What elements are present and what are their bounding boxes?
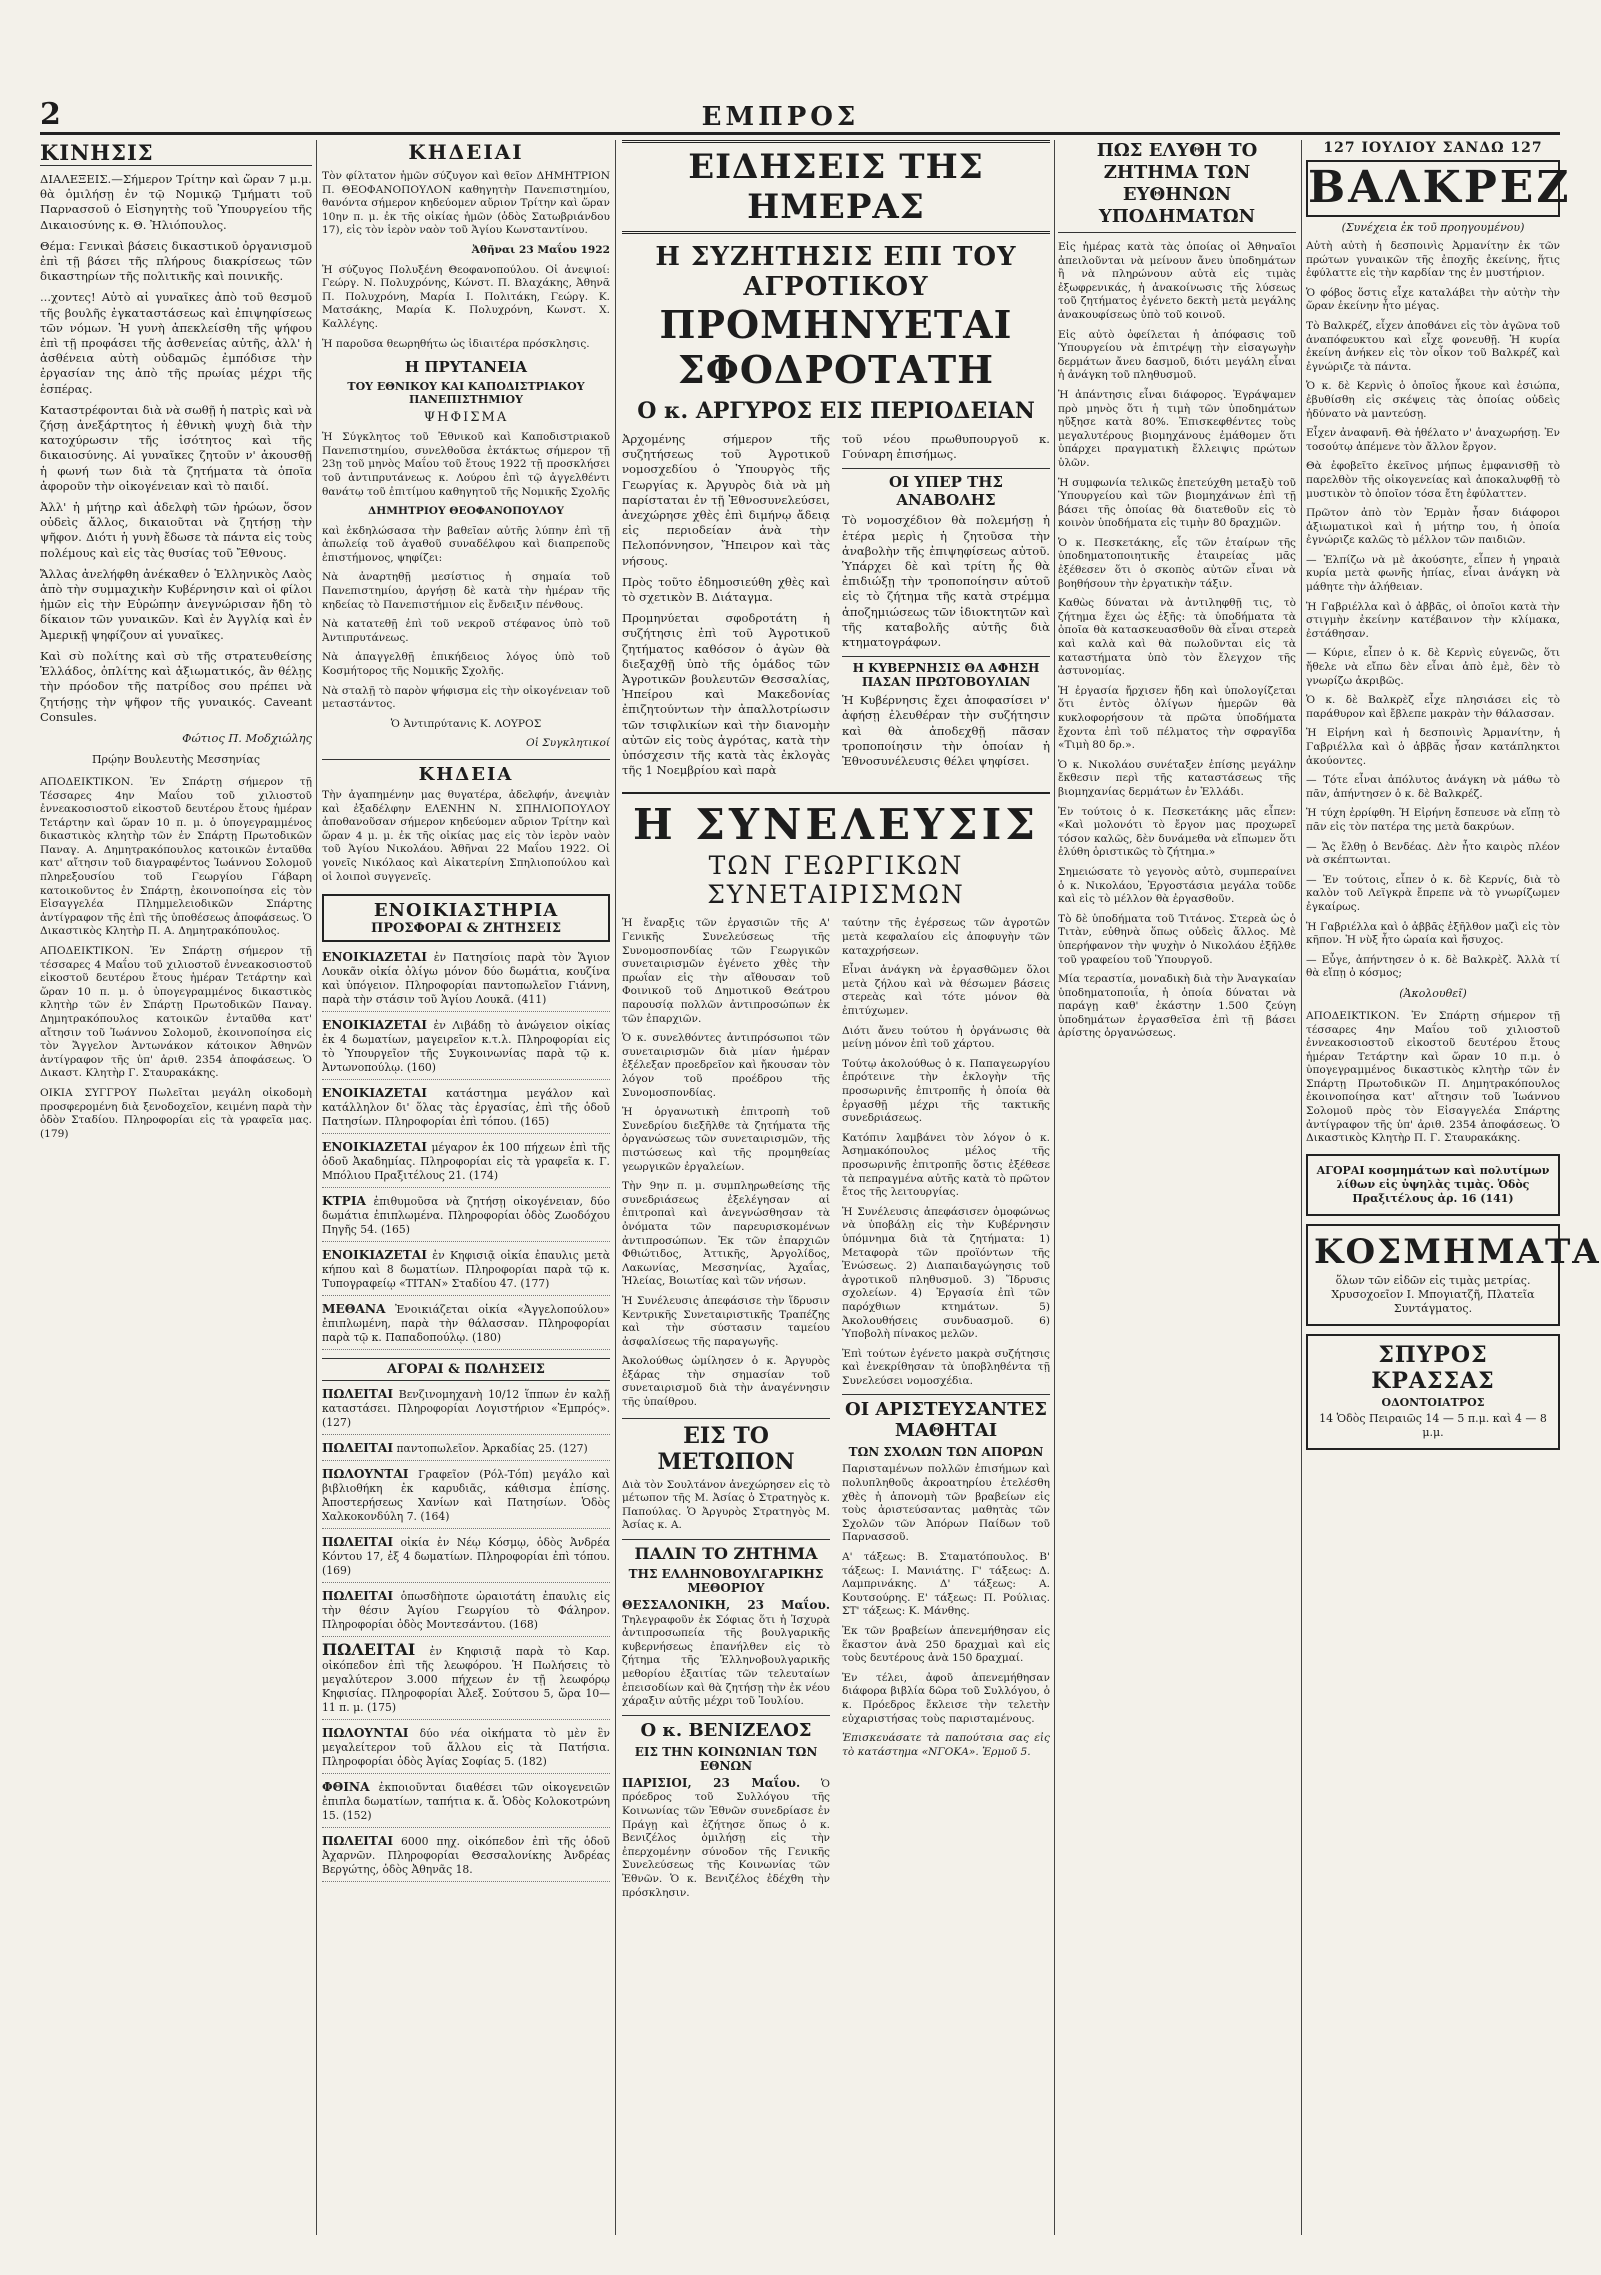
article-paragraph: ΘΕΣΣΑΛΟΝΙΚΗ, 23 Μαΐου. Τηλεγραφοῦν ἐκ Σόφιας ὅτι ἡ Ἰσχυρὰ ἀντιπροσωπεία τῆς βουλγαρικῆς κυβερνήσεως ἐπανήλθεν εἰς τὸ ζήτημα τῆς Ἑλληνοβουλγαρικῆς μεθορίου ἐξαιτίας τῶν τελευταίων ἐπεισοδίων καὶ θὰ ζητήσῃ τὴν ἐκ νέου χάραξιν αὐτῆς μέχρι τοῦ Ἰουλίου. [622, 1598, 830, 1708]
classifieds-title: ΕΝΟΙΚΙΑΣΤΗΡΙΑ [373, 900, 559, 922]
headline-metopon: ΕΙΣ ΤΟ ΜΕΤΩΠΟΝ [622, 1418, 830, 1475]
prytaneia-paragraph: Νὰ σταλῇ τὸ παρὸν ψήφισμα εἰς τὴν οἰκογένειαν τοῦ μεταστάντος. [322, 684, 610, 711]
headline-ypodimata: ΠΩΣ ΕΛΥΘΗ ΤΟ ΖΗΤΗΜΑ ΤΩΝ ΕΥΘΗΝΩΝ ΥΠΟΔΗΜΑΤΩΝ [1058, 140, 1296, 233]
serial-paragraph: — Τότε εἶναι ἀπόλυτος ἀνάγκη νὰ μάθω τὸ πᾶν, ἀπήντησεν ὁ κ. δὲ Βαλκρέζ. [1306, 774, 1560, 800]
article-paragraph: Σημειώσατε τὸ γεγονὸς αὐτὸ, συμπεραίνει ὁ κ. Νικολάου, Ἐργοστάσια μεγάλα τοῦδε καὶ εἰς τὸ μέλλον θὰ ἐργασθοῦν. [1058, 865, 1296, 906]
headline-aristeusantes: ΟΙ ΑΡΙΣΤΕΥΣΑΝΤΕΣ ΜΑΘΗΤΑΙ [842, 1394, 1050, 1441]
sale-ad: ΦΘΙΝΑ ἐκποιοῦνται διαθέσει τῶν οἰκογενειῶν ἐπιπλα δωματίων, ταπήτια κ. ἄ. Ὁδὸς Κολοκοτρώνη 15. (152) [322, 1780, 610, 1828]
serial-paragraph: — Εὖγε, ἀπήντησεν ὁ κ. δὲ Βαλκρὲζ. Ἀλλὰ τί θὰ εἴπῃ ὁ κόσμος; [1306, 953, 1560, 980]
sale-ad: ΠΩΛΕΙΤΑΙ ὁπωσδὴποτε ὡραιοτάτη ἐπαυλις εἰς τὴν θέσιν Ἁγίου Γεωργίου τὸ Φάληρον. Πληροφορίαι ὁδὸς Μοντεσάντου. (168) [322, 1589, 610, 1637]
serial-paragraph: Ἡ Εἰρήνη καὶ ἡ δεσποινὶς Ἀρμανίτην, ἡ Γαβριέλλα καὶ ὁ ἀββᾶς ἦσαν κατάπληκτοι ἀκούοντες. [1306, 727, 1560, 767]
dentist-name: ΣΠΥΡΟΣ ΚΡΑΣΣΑΣ [1371, 1341, 1495, 1394]
article-paragraph: Εἶναι ἀνάγκη νὰ ἐργασθῶμεν ὅλοι μετὰ ζήλου καὶ νὰ θέσωμεν βάσεις στερεὰς καὶ τότε μόνον θὰ ἐπιτύχωμεν. [842, 964, 1050, 1018]
page-number: 2 [40, 97, 61, 132]
section-heading-kinisis: ΚΙΝΗΣΙΣ [40, 140, 312, 166]
funeral-notice-2: Τὴν ἀγαπημένην μας θυγατέρα, ἀδελφήν, ἀνεψιὰν καὶ ἐξαδέλφην ΕΛΕΝΗΝ Ν. ΣΠΗΛΙΟΠΟΥΛΟΥ ἀποθανοῦσαν σήμερον κηδεύομεν αὔριον Τρίτην καὶ ὥραν 4 μ. μ. ἐκ τῆς οἰκίας μας εἰς τὸν ἱερὸν ναὸν τοῦ Ἁγίου Νικολάου. Ἀθῆναι 22 Μαΐου 1922. Οἱ γονεῖς Νικόλαος καὶ Αἰκατερίνη Σπηλιοπούλου καὶ οἱ λοιποὶ συγγενεῖς. [322, 789, 610, 883]
article-paragraph: Ἐν τέλει, ἀφοῦ ἀπενεμήθησαν διάφορα βιβλία δῶρα τοῦ Συλλόγου, ὁ κ. Πρόεδρος ἔκλεισε τὴν τελετὴν εὐχαριστήσας τοὺς παρισταμένους. [842, 1671, 1050, 1725]
serial-title: ΒΑΛΚΡΕΖ [1306, 160, 1560, 217]
article-paragraph: Πρὸς τοῦτο ἐδημοσιεύθη χθὲς καὶ τὸ σχετικὸν Β. Διάταγμα. [622, 574, 830, 605]
classifieds-banner [322, 894, 610, 942]
article-paragraph: Ἡ ἀπάντησις εἶναι διάφορος. Ἐγράψαμεν πρὸ μηνὸς ὅτι ἡ τιμὴ τῶν ὑποδημάτων ηὔξησε κατὰ 80%. Ἐπισκεφθέντες τοὺς μεγαλυτέρους βιομηχάνους ἐμάθομεν ὅτι ὑπάρχει πραγματικὴ ἔλλειψις πρώτων ὑλῶν. [1058, 388, 1296, 469]
column-ypodimata [1058, 140, 1296, 2235]
article-paragraph: Ἄλλας ἀνελήφθη ἀνέκαθεν ὁ Ἑλληνικὸς Λαὸς ἀπὸ τὴν συμμαχικὴν Κυβέρνησιν καὶ οἱ φίλοι ἡμῶν εἰς τὴν Εὐρώπην ἀνεγνώρισαν ἤδη τὸ δίκαιον τῶν γυναικῶν. Καὶ ἐν Ἀγγλίᾳ καὶ ἐν Ἀμερικῇ ψηφίζουν αἱ γυναῖκες. [40, 566, 312, 642]
serial-paragraph: Πρῶτον ἀπὸ τὸν Ἐρμὰν ἦσαν διάφοροι ἀξιωματικοὶ καὶ ἡ μήτηρ του, ἡ ὁποία ἐγνώριζε καλῶς τὸ μέλλον τῶν παιδιῶν. [1306, 507, 1560, 547]
headline-methoriou: ΤΗΣ ΕΛΛΗΝΟΒΟΥΛΓΑΡΙΚΗΣ ΜΕΘΟΡΙΟΥ [628, 1567, 824, 1596]
psifisma-heading: ΨΗΦΙΣΜΑ [423, 410, 509, 426]
serial-paragraph: — Ἐν τούτοις, εἶπεν ὁ κ. δὲ Κερνίς, διὰ τὸ καλὸν τοῦ Λεϊγκρὰ ἔπρεπε νὰ τὸ γνωρίζωμεν ἐγκαίρως. [1306, 873, 1560, 913]
subheading-kyvernisi: Η ΚΥΒΕΡΝΗΣΙΣ ΘΑ ΑΦΗΣΗ ΠΑΣΑΝ ΠΡΩΤΟΒΟΥΛΙΑΝ [842, 656, 1050, 689]
article-paragraph: ταύτην τῆς ἐγέρσεως τῶν ἀγροτῶν μετὰ κεφαλαίου εἰς ἀποφυγὴν τῶν καταχρήσεων. [842, 917, 1050, 957]
serial-paragraph: Ἡ τύχη ἐρρίφθη. Ἡ Εἰρήνη ἔσπευσε νὰ εἴπῃ τὸ πᾶν εἰς τὸν πατέρα της μετὰ δακρύων. [1306, 807, 1560, 833]
legal-notice: ΑΠΟΔΕΙΚΤΙΚΟΝ. Ἐν Σπάρτῃ σήμερον τῇ τέσσαρες 4ην Μαΐου τοῦ χιλιοστοῦ ἐννεακοσιοστοῦ εἰκοστοῦ δευτέρου ἔτους ἡμέραν Τετάρτην καὶ ὥραν 10 π.μ. ὁ ὑπογεγραμμένος δικαστικὸς κλητὴρ τῶν ἐν Σπάρτῃ Πρωτοδικῶν Π. Δημητρακόπουλος ἐκοινοποίησα κατ' αἴτησιν τοῦ Ἰωάννου Σολομοῦ πρὸς τὸν Εἰσαγγελέα Σπάρτης ἀντίγραφον τῆς ὑπ' ἀριθ. 2354 ἀποφάσεως. Ὁ Δικαστικὸς Κλητὴρ Π. Γ. Σταυρακάκης. [1306, 1009, 1560, 1145]
article-paragraph: τοῦ νέου πρωθυπουργοῦ κ. Γούναρη ἐπισήμως. [842, 432, 1050, 462]
rent-ad: ΕΝΟΙΚΙΑΖΕΤΑΙ ἐν Λιβάδῃ τὸ ἀνώγειον οἰκίας ἐκ 4 δωματίων, μαγειρεῖον κ.τ.λ. Πληροφορίαι εἰς τὸ Ὑπουργεῖον τῆς Συγκοινωνίας παρὰ τῷ κ. Ἀντωνοπούλῳ. (160) [322, 1018, 610, 1080]
legal-notice: ΑΠΟΔΕΙΚΤΙΚΟΝ. Ἐν Σπάρτῃ σήμερον τῇ Τέσσαρες 4ην Μαΐου τοῦ χιλιοστοῦ ἐννεακοσιοστοῦ εἰκοστοῦ δευτέρου ἔτους ἡμέραν Τετάρτην καὶ ὥραν 10 π. μ. ὁ ὑπογεγραμμένος δικαστικὸς κλητὴρ τῶν ἐν Σπάρτῃ Πρωτοδικῶν Παναγ. Α. Δημητρακόπουλος κατοικῶν ἐνταῦθα κατ' αἴτησιν τοῦ διαγραφέντος Ἰωάννου Σολομοῦ πληρεξουσίου τοῦ Γεωργίου Γάβαρη κατοικοῦντος ἐν Σπάρτῃ, ἐκοινοποίησα εἰς τὸν Εἰσαγγελέα Πλημμελειοδικῶν Σπάρτης ἀντίγραφον τῆς ἐπὶ τῆς ὑποθέσεως ἀποφάσεως. Ὁ Δικαστικὸς Κλητὴρ Π. Α. Δημητρακόπουλος. [40, 775, 312, 938]
headline-synelefsis: Η ΣΥΝΕΛΕΥΣΙΣ [622, 792, 1050, 849]
article-paragraph: Α' τάξεως: Β. Σταματόπουλος. Β' τάξεως: Ι. Μανιάτης. Γ' τάξεως: Δ. Λαμπρινάκης. Δ' τάξεως: Α. Κουτσούρης. Ε' τάξεως: Π. Ρούλιας. ΣΤ' τάξεως: Κ. Μάνθης. [842, 1551, 1050, 1618]
sale-ad: ΠΩΛΟΥΝΤΑΙ δύο νέα οἰκήματα τὸ μὲν ἓν μεγαλείτερον τοῦ ἄλλου εἰς τὰ Πατήσια. Πληροφορίαι ὁδὸς Ἀγίας Σοφίας 5. (182) [322, 1726, 610, 1774]
column-rule [316, 140, 317, 2235]
rent-ad: ΕΝΟΙΚΙΑΖΕΤΑΙ ἐν Κηφισιᾷ οἰκία ἐπαυλις μετὰ κήπου καὶ 8 δωματίων. Πληροφορίαι παρὰ τῷ κ. Τυπογραφείῳ «ΤΙΤΑΝ» Σταδίου 47. (177) [322, 1248, 610, 1296]
dentist-title: ΟΔΟΝΤΟΙΑΤΡΟΣ [1381, 1395, 1485, 1409]
sale-ad: ΠΩΛΕΙΤΑΙ Βενζινομηχανὴ 10/12 ἵππων ἐν καλῇ καταστάσει. Πληροφορίαι Λογιστήριον «Ἐμπρός». (127) [322, 1387, 610, 1435]
article-paragraph: Ἡ ἐργασία ἤρχισεν ἤδη καὶ ὑπολογίζεται ὅτι ἐντὸς ὀλίγων ἡμερῶν θὰ κυκλοφορήσουν τὰ πρῶτα ὑποδήματα ἔχοντα ἐπὶ τοῦ πέλματος τὴν σφραγῖδα «Τιμὴ 80 δρ.». [1058, 684, 1296, 752]
rent-ad: ΕΝΟΙΚΙΑΖΕΤΑΙ ἐν Πατησίοις παρὰ τὸν Ἅγιον Λουκᾶν οἰκία ὀλίγω μόνον δύο δωμάτια, κουζίνα καὶ ὑπόγειον. Πληροφορίαι παντοπωλεῖον Γιάννη, παρὰ τὴν στάσιν τοῦ Ἁγίου Λουκᾶ. (411) [322, 950, 610, 1012]
article-paragraph: Εἰς αὐτὸ ὀφείλεται ἡ ἀπόφασις τοῦ Ὑπουργείου νὰ ἐπιτρέψῃ τὴν εἰσαγωγὴν δερμάτων ἄνευ δασμοῦ, διότι μεγάλη εἶναι ἡ ἀνάγκη τοῦ πληθυσμοῦ. [1058, 328, 1296, 382]
sale-ad: ΠΩΛΟΥΝΤΑΙ Γραφεῖον (Ρόλ-Τόπ) μεγάλο καὶ βιβλιοθήκη ἐκ καρυδιᾶς, κάθισμα ἐπίσης. Ἀποστερήσεως Χανίων καὶ Πατησίων. Ὁδὸς Χαλκοκονδύλη 7. (164) [322, 1467, 610, 1529]
jewelry-ad-title: ΚΟΣΜΗΜΑΤΑ [1314, 1231, 1601, 1272]
serial-paragraph: Ὁ κ. δὲ Κερνὶς ὁ ὁποῖος ἦκουε καὶ ἐσιώπα, ἐβυθίσθη εἰς σκέψεις τὰς ὁποίας οὐδεὶς ἠδύνατο νὰ μαντεύσῃ. [1306, 380, 1560, 420]
article-paragraph: Τὸ δὲ ὑποδήματα τοῦ Τιτάνος. Στερεὰ ὡς ὁ Τιτὰν, εὐθηνὰ ὅπως οὐδεὶς ἄλλος. Μὲ ὑπερήφανον τὴν ψυχὴν ὁ Νικολάου ἐξῆλθε τοῦ γραφείου τοῦ Ὑπουργοῦ. [1058, 912, 1296, 966]
rent-ad: ΕΝΟΙΚΙΑΖΕΤΑΙ κατάστημα μεγάλον καὶ κατάλληλον δι' ὅλας τὰς ἐργασίας, ἐπὶ τῆς ὁδοῦ Πατησίων. Πληροφορίαι ἐπὶ τόπου. (165) [322, 1086, 610, 1134]
article-paragraph: Ὁ κ. Πεσκετάκης, εἷς τῶν ἑταίρων τῆς ὑποδηματοποιητικῆς ἑταιρείας μᾶς ἐξέθεσεν ὅτι ὁ σκοπὸς αὐτῶν εἶναι νὰ βοηθήσουν τὴν ἐργατικὴν τάξιν. [1058, 536, 1296, 590]
section-heading-kidia: ΚΗΔΕΙΑΙ [408, 140, 524, 164]
article-paragraph: Διότι ἄνευ τούτου ἡ ὀργάνωσις θὰ μείνῃ μόνον ἐπὶ τοῦ χάρτου. [842, 1024, 1050, 1051]
article-paragraph: Προμηνύεται σφοδροτάτη ἡ συζήτησις ἐπὶ τοῦ Ἀγροτικοῦ ζητήματος καθόσον ὁ ἀγὼν θὰ διεξαχθῇ ὑπὸ τῆς ὁμάδος τῶν Ἀγροτικῶν βουλευτῶν Θεσσαλίας, Ἠπείρου καὶ Μακεδονίας ἐπιζητούντων τὴν ἀπαλλοτρίωσιν τῶν τσιφλικίων καὶ τὴν διανομὴν αὐτῶν εἰς τοὺς ἀγρότας, κατὰ τὴν ὑπόσχεσιν τῆς κατὰ τὰς ἐκλογὰς τῆς 1 Νοεμβρίου καὶ παρὰ [622, 611, 830, 778]
serial-paragraph: Αὐτὴ αὐτὴ ἡ δεσποινὶς Ἀρμανίτην ἐκ τῶν πρώτων γυναικῶν τῆς ἐποχῆς ἐκείνης, ἥτις ἐφύλαττε εἰς τὴν καρδίαν της ἐν μυστήριον. [1306, 240, 1560, 280]
prytaneia-paragraph: Ἡ Σύγκλητος τοῦ Ἐθνικοῦ καὶ Καποδιστριακοῦ Πανεπιστημίου, συνελθοῦσα ἐκτάκτως σήμερον τῇ 23ῃ τοῦ μηνὸς Μαΐου τοῦ ἔτους 1922 τῇ προσκλήσει τοῦ ἀντιπρυτάνεως κ. Λούρου ἐπὶ τῷ ἀγγελθέντι θανάτῳ τοῦ ἐπιτίμου καθηγητοῦ τῆς Νομικῆς Σχολῆς [322, 431, 610, 498]
sale-ad: ΠΩΛΕΙΤΑΙ ἐν Κηφισιᾷ παρὰ τὸ Καρ. οἰκόπεδον ἐπὶ τῆς λεωφόρου. Ἡ Πωλήσεις τὸ μεγαλύτερον 3.000 πήχεων ἐν τῇ λεωφόρῳ Κηφισίας. Πληροφορίαι Ἀλεξ. Σούτσου 5, ὥρα 10—11 π. μ. (175) [322, 1643, 610, 1720]
newspaper-name: ΕΜΠΡΟΣ [701, 102, 860, 132]
headline-synetairismon: ΤΩΝ ΓΕΩΡΓΙΚΩΝ ΣΥΝΕΤΑΙΡΙΣΜΩΝ [707, 851, 965, 910]
classifieds-subtitle: ΠΡΟΣΦΟΡΑΙ & ΖΗΤΗΣΕΙΣ [370, 921, 562, 937]
rent-ad: ΚΤΡΙΑ ἐπιθυμοῦσα νὰ ζητήσῃ οἰκογένειαν, δύο δωμάτια ἐπιπλωμένα. Πληροφορίαι ὁδὸς Ζωοδόχου Πηγῆς 54. (165) [322, 1194, 610, 1242]
article-paragraph: Ἡ Κυβέρνησις ἔχει ἀποφασίσει ν' ἀφήσῃ ἐλευθέραν τὴν συζήτησιν καὶ θὰ ἀποδεχθῇ πᾶσαν τροποποίησιν τὴν ὁποίαν ἡ Ἐθνοσυνέλευσις θέλει ψηφίσει. [842, 693, 1050, 769]
article-paragraph: Διὰ τὸν Σουλτάνον ἀνεχώρησεν εἰς τὸ μέτωπον τῆς Μ. Ἀσίας ὁ Στρατηγὸς κ. Παπούλας. Ὁ Ἀργυρὸς Στρατηγὸς Μ. Ἀσίας κ. Α. [622, 1478, 830, 1532]
article-paragraph: Ἡ ἔναρξις τῶν ἐργασιῶν τῆς Α' Γενικῆς Συνελεύσεως τῆς Συνομοσπονδίας τῶν Γεωργικῶν συνεταιρισμῶν ἐγένετο χθὲς τὴν πρωΐαν εἰς τὴν αἴθουσαν τοῦ Φοινικοῦ τοῦ Δημοτικοῦ Θεάτρου παρουσίᾳ πολλῶν ἀντιπροσώπων ἐκ τῶν ἐπαρχιῶν. [622, 917, 830, 1025]
subheading-anavoli: ΟΙ ΥΠΕΡ ΤΗΣ ΑΝΑΒΟΛΗΣ [842, 468, 1050, 509]
article-paragraph: Ὁ κ. Νικολάου συνέταξεν ἐπίσης μεγάλην ἔκθεσιν περὶ τῆς καταστάσεως τῆς βιομηχανίας δερμάτων ἐν Ἑλλάδι. [1058, 758, 1296, 798]
column-rule [1054, 140, 1055, 2235]
article-paragraph: ΔΙΑΛΕΞΕΙΣ.—Σήμερον Τρίτην καὶ ὥραν 7 μ.μ. θὰ ὁμιλήσῃ ἐν τῷ Νομικῷ Τμήματι τοῦ Παρνασσοῦ ὁ Εἰσηγητὴς τοῦ Ὑπουργείου τῆς Δικαιοσύνης κ. Θ. Ἠλιόπουλος. [40, 172, 312, 232]
serial-paragraph: Ἡ Γαβριέλλα καὶ ὁ ἀββᾶς, οἱ ὁποῖοι κατὰ τὴν στιγμὴν ἐκείνην κατέβαινον τὴν κλίμακα, ἐστάθησαν. [1306, 600, 1560, 640]
funeral-note: Ἡ παροῦσα θεωρηθήτω ὡς ἰδιαιτέρα πρόσκλησις. [322, 337, 590, 350]
serial-paragraph: Τὸ Βαλκρέζ, εἶχεν ἀποθάνει εἰς τὸν ἀγῶνα τοῦ ἀναπόφευκτου καὶ εἶχε φονευθῇ. Ἡ κυρία ἐκείνη ἀνήκεν εἰς τὸν οἶκον τοῦ Βαλκρέζ καὶ ἐγνώριζε τὰ πάντα. [1306, 319, 1560, 373]
serial-next: (Ἀκολουθεῖ) [1399, 986, 1467, 1000]
column-kidia [322, 140, 610, 2235]
serial-continuation: (Συνέχεια ἐκ τοῦ προηγουμένου) [1341, 221, 1525, 234]
headline-agrotiko: Η ΣΥΖΗΤΗΣΙΣ ΕΠΙ ΤΟΥ ΑΓΡΟΤΙΚΟΥ [655, 242, 1017, 302]
jewelry-ad-text: ὅλων τῶν εἰδῶν εἰς τιμὰς μετρίας. Χρυσοχοεῖον Ι. Μπογιατζῆ, Πλατεῖα Συντάγματος. [1331, 1273, 1535, 1315]
article-paragraph: Ἡ Συνέλευσις ἀπεφάσισε τὴν ἵδρυσιν Κεντρικῆς Συνεταιριστικῆς Τραπέζης καὶ τὴν σύστασιν ταμείου ἀσφαλίσεως τῆς παραγωγῆς. [622, 1294, 830, 1348]
article-paragraph: Καταστρέφονται διὰ νὰ σωθῇ ἡ πατρὶς καὶ νὰ ζήσῃ ἀνεξάρτητος ἡ ἐθνικὴ ψυχὴ διὰ τὴν κατοχύρωσιν τῆς ἰσότητος καὶ τῆς δικαιοσύνης. Αἱ γυναῖκες ζητοῦν ν' ἀκουσθῇ ἡ φωνή των διὰ τὰ ζητήματα τὰ ὁποῖα ἀφοροῦν τὴν οἰκογένειαν καὶ τὸ παιδί. [40, 402, 312, 493]
article-paragraph: Ἐν τούτοις ὁ κ. Πεσκετάκης μᾶς εἶπεν: «Καὶ μολονότι τὸ ἔργον μας προχωρεῖ τόσον καλῶς, δὲν δυνάμεθα νὰ εἴπωμεν ὅτι ἐλύθη ὁριστικῶς τὸ ζήτημα.» [1058, 805, 1296, 859]
sale-heading: ΑΓΟΡΑΙ & ΠΩΛΗΣΕΙΣ [322, 1358, 610, 1381]
article-paragraph: Παρισταμένων πολλῶν ἐπισήμων καὶ πολυπληθοῦς ἀκροατηρίου ἐτελέσθη χθὲς ἡ ἀπονομὴ τῶν βραβείων εἰς τοὺς ἀριστεύσαντας μαθητὰς τῶν Σχολῶν τῶν Ἀπόρων Παίδων τοῦ Παρνασσοῦ. [842, 1463, 1050, 1544]
section-heading-kidia-2: ΚΗΔΕΙΑ [322, 759, 610, 785]
column-kinisis [40, 140, 312, 2235]
serial-paragraph: Ὁ κ. δὲ Βαλκρὲζ εἶχε πλησιάσει εἰς τὸ παράθυρον καὶ ἔβλεπε μακρὰν τὴν θάλασσαν. [1306, 694, 1560, 720]
synklitikoi: Οἱ Συγκλητικοί [526, 737, 610, 750]
sale-ad: ΠΩΛΕΙΤΑΙ παντοπωλεῖον. Ἀρκαδίας 25. (127) [322, 1441, 610, 1461]
headline-venizelos: Ο κ. ΒΕΝΙΖΕΛΟΣ [622, 1715, 830, 1741]
prytaneia-subheading: ΤΟΥ ΕΘΝΙΚΟΥ ΚΑΙ ΚΑΠΟΔΙΣΤΡΙΑΚΟΥ ΠΑΝΕΠΙΣΤΗΜΙΟΥ [347, 380, 585, 407]
funeral-date: Ἀθῆναι 23 Μαΐου 1922 [471, 243, 610, 256]
serial-paragraph: Ἡ Γαβριέλλα καὶ ὁ ἀββᾶς ἐξῆλθον μαζὶ εἰς τὸν κῆπον. Ἡ νὺξ ἦτο ὡραία καὶ ἤσυχος. [1306, 920, 1560, 947]
rent-ad: ΕΝΟΙΚΙΑΖΕΤΑΙ μέγαρον ἐκ 100 πήχεων ἐπὶ τῆς ὁδοῦ Ἀκαδημίας. Πληροφορίαι εἰς τὰ γραφεῖα κ. Γ. Μπόλιου Πραξιτέλους 21. (174) [322, 1140, 610, 1188]
article-paragraph: ΠΑΡΙΣΙΟΙ, 23 Μαΐου. Ὁ πρόεδρος τοῦ Συλλόγου τῆς Κοινωνίας τῶν Ἐθνῶν συνεδρίασε ἐν Πράγῃ καὶ ἐζήτησε ὅπως ὁ κ. Βενιζέλος ὁμιλήσῃ εἰς τὴν ἐπερχομένην σύνοδον τῆς Γενικῆς Συνελεύσεως τῆς Κοινωνίας τῶν Ἐθνῶν. Ὁ κ. Βενιζέλος ἐδέχθη τὴν πρόσκλησιν. [622, 1775, 830, 1899]
article-paragraph: Ἀρχομένης σήμερον τῆς συζητήσεως τοῦ Ἀγροτικοῦ νομοσχεδίου ὁ Ὑπουργὸς τῆς Γεωργίας κ. Ἀργυρὸς διὰ νὰ μὴ παρίσταται ἐν τῇ Ἐθνοσυνελεύσει, ἀνεχώρησε χθὲς ἐπὶ διμήνῳ ἄδειᾳ εἰς περιοδείαν ἀνὰ τὴν Πελοπόννησον, Ἤπειρον καὶ τὰς νήσους. [622, 432, 830, 568]
serial-date-line: 127 ΙΟΥΛΙΟΥ ΣΑΝΔΩ 127 [1323, 140, 1543, 156]
prytaneia-heading: Η ΠΡΥΤΑΝΕΙΑ [404, 358, 528, 377]
article-paragraph: Μία τεραστία, μοναδικὴ διὰ τὴν Ἀναγκαίαν ὑποδηματοποιΐα, ἡ ὁποία δύναται νὰ παράγῃ καθ' ἑκάστην 1.500 ζεύγη ὑποδημάτων ἐργασθεῖσα ἐπὶ τῇ βάσει ἀρίστης ὀργανώσεως. [1058, 973, 1296, 1040]
sale-ad: ΠΩΛΕΙΤΑΙ 6000 πηχ. οἰκόπεδον ἐπὶ τῆς ὁδοῦ Ἀχαρνῶν. Πληροφορίαι Θεσσαλονίκης Ἀνδρέας Βεργώτης, ὁδὸς Ἀθηνᾶς 18. [322, 1834, 610, 1882]
dentist-ad [1306, 1334, 1560, 1450]
article-paragraph: Ἀκολούθως ὡμίλησεν ὁ κ. Ἀργυρὸς ἐξάρας τὴν σημασίαν τοῦ συνεταιρισμοῦ διὰ τὴν ἀναγέννησιν τῆς ὑπαίθρου. [622, 1355, 830, 1409]
article-paragraph: Ἐκ τῶν βραβείων ἀπενεμήθησαν εἰς ἕκαστον ἀνὰ 250 δραχμαὶ καὶ εἰς τοὺς δευτέρους ἀνὰ 150 δραχμαί. [842, 1625, 1050, 1665]
column-rule [615, 140, 616, 2235]
article-paragraph: Ἐπὶ τούτων ἐγένετο μακρὰ συζήτησις καὶ ἐνεκρίθησαν τὰ ὑποβληθέντα τῇ Συνελεύσει νομοσχέδια. [842, 1347, 1050, 1387]
article-paragraph: Ἡ ὀργανωτικὴ ἐπιτροπὴ τοῦ Συνεδρίου διεξῆλθε τὰ ζητήματα τῆς ὀργανώσεως τῶν συνεταιρισμῶν, τῆς πιστώσεως καὶ τῆς προμηθείας γεωργικῶν ἐργαλείων. [622, 1106, 830, 1173]
author-signature: Φώτιος Π. Μοδχιώλης [182, 730, 312, 745]
article-paragraph: Εἰς ἡμέρας κατὰ τὰς ὁποίας οἱ Ἀθηναῖοι ἀπειλοῦνται νὰ μείνουν ἄνευ ὑποδημάτων ἢ νὰ πληρώνουν αὐτὰ εἰς τιμὰς ἐξωφρενικάς, ἡ ἀνακοίνωσις τῆς λύσεως τοῦ ζητήματος ἐγένετο δεκτὴ μετὰ μεγάλης ἀνακουφίσεως ὑπὸ τοῦ κοινοῦ. [1058, 241, 1296, 321]
headline-palin: ΠΑΛΙΝ ΤΟ ΖΗΤΗΜΑ [622, 1539, 830, 1563]
article-paragraph: Τὴν 9ην π. μ. συμπληρωθείσης τῆς συνεδριάσεως ἐξελέγησαν αἱ ἐπιτροπαὶ καὶ ἀνεγνώσθησαν τὰ ὀνόματα τῶν παρευρισκομένων ἀντιπροσώπων. Ἐκ τῶν ἐπαρχιῶν Φθιώτιδος, Ἀττικῆς, Ἀργολίδος, Λακωνίας, Μεσσηνίας, Ἀχαΐας, Ἠλείας, Βοιωτίας καὶ τῶν νήσων. [622, 1180, 830, 1288]
serial-paragraph: Ὁ φόβος ὅστις εἶχε καταλάβει τὴν αὐτὴν τὴν ὥραν ἐκείνην ἦτο μέγας. [1306, 286, 1560, 313]
legal-notice: ΑΠΟΔΕΙΚΤΙΚΟΝ. Ἐν Σπάρτῃ σήμερον τῇ τέσσαρες 4 Μαΐου τοῦ χιλιοστοῦ ἐννεακοσιοστοῦ εἰκοστοῦ δευτέρου ἔτους ἡμέραν Τετάρτην καὶ ὥραν 10 π. μ. ὁ ὑπογεγραμμένος δικαστικὸς κλητὴρ τῶν ἐν Σπάρτῃ Πρωτοδικῶν Παναγ. Δημητρακόπουλος κατοικῶν ἐνταῦθα κατ' αἴτησιν τοῦ Ἰωάννου Σολομοῦ, ἐκοινοποίησα εἰς τὸν Ἄγγελον Ἀντωνάκον κάτοικον Ἀθηνῶν ἀντίγραφον τῆς ὑπ' ἀριθ. 2354 ἀποφάσεως. Ὁ Δικαστ. Κλητὴρ Γ. Σταυρακάκης. [40, 945, 312, 1080]
column-valkrez [1306, 140, 1601, 2235]
funeral-notice: Τὸν φίλτατον ἡμῶν σύζυγον καὶ θεῖον ΔΗΜΗΤΡΙΟΝ Π. ΘΕΟΦΑΝΟΠΟΥΛΟΝ καθηγητὴν Πανεπιστημίου, θανόντα σήμερον κηδεύομεν αὔριον Τρίτην καὶ ὥραν 10ην π. μ. ἐκ τῆς οἰκίας ἡμῶν (ὁδὸς Σατωβριάνδου 17), εἰς τὸν ἱερὸν ναὸν τοῦ Ἁγίου Κωνσταντίνου. [322, 170, 610, 237]
prytaneia-signature: Ὁ Ἀντιπρύτανις Κ. ΛΟΥΡΟΣ [390, 717, 542, 730]
prytaneia-paragraph: Νὰ κατατεθῇ ἐπὶ τοῦ νεκροῦ στέφανος ὑπὸ τοῦ Ἀντιπρυτάνεως. [322, 618, 610, 644]
article-paragraph: Ἡ συμφωνία τελικῶς ἐπετεύχθη μεταξὺ τοῦ Ὑπουργείου καὶ τῶν βιομηχάνων ἐπὶ τῇ βάσει τῆς ὁποίας θὰ διατεθοῦν εἰς τὸ κοινὸν ὑποδήματα εἰς τιμὴν 80 δραχμῶν. [1058, 476, 1296, 530]
article-paragraph: Καὶ σὺ πολίτης καὶ σὺ τῆς στρατευθείσης Ἑλλάδος, ὁπλίτης καὶ ἀξιωματικός, ἂν θέλῃς τὴν πρόοδον τῆς πατρίδος σου πρέπει νὰ ζητήσῃς τὴν ψῆφον τῆς γυναικός. Caveant Consules. [40, 648, 312, 724]
masthead [40, 92, 1560, 135]
article-paragraph: Θέμα: Γενικαὶ βάσεις δικαστικοῦ ὀργανισμοῦ ἐπὶ τῇ βάσει τῆς πλήρους διακρίσεως τῶν δικαστηρίων τῆς πολιτικῆς καὶ ποινικῆς. [40, 238, 312, 284]
article-paragraph: Ὁ κ. συνελθόντες ἀντιπρόσωποι τῶν συνεταιρισμῶν διὰ μίαν ἡμέραν ἐξέλεξαν προεδρεῖον καὶ ἤκουσαν τὸν λόγον τοῦ προέδρου τῆς Συνομοσπονδίας. [622, 1032, 830, 1099]
column-rule [1301, 140, 1302, 2235]
article-paragraph: ...χοντες! Αὐτὸ αἱ γυναῖκες ἀπὸ τοῦ θεσμοῦ τῆς βουλῆς ἐγκαταστάσεως καὶ ἐπιψηφίσεως τῶν νόμων. Ἡ γυνὴ ἀπεκλείσθη τῆς ψήφου ἐπὶ τῇ προφάσει τῆς ἀσθενείας αὐτῆς, ἀλλ' ἡ ἀσθένεια αὐτὴ οὐδαμῶς ἐμπόδισε τὴν ἐργασίαν της ἀπὸ τῆς πρωίας μέχρι τῆς ἑσπέρας. [40, 290, 312, 396]
bottom-ad: ΟΙΚΙΑ ΣΥΓΓΡΟΥ Πωλεῖται μεγάλη οἰκοδομὴ προσφερομένη διὰ ξενοδοχεῖον, κειμένη παρὰ τὴν ὁδὸν Σταδίου. Πληροφορίαι εἰς τὰ γραφεῖα μας. (179) [40, 1086, 312, 1140]
article-paragraph: Ἀλλ' ἡ μήτηρ καὶ ἀδελφὴ τῶν ἡρώων, ὅσον οὐδεὶς ἄλλος, δικαιοῦται νὰ ζητήσῃ τὴν ψῆφον. Διότι ἡ γυνὴ ἔδωσε τὰ πάντα εἰς τοὺς πολέμους καὶ εἰς τὰς θυσίας τοῦ Ἔθνους. [40, 500, 312, 560]
bottom-line-ad: Ἐπισκευάσατε τὰ παπούτσια σας εἰς τὸ κατάστημα «ΝΓΟΚΑ». Ἐρμοῦ 5. [842, 1732, 1050, 1758]
jewelry-buy-text: ΑΓΟΡΑΙ κοσμημάτων καὶ πολυτίμων λίθων εἰς ὑψηλὰς τιμὰς. Ὁδὸς Πραξιτέλους ἀρ. 16 (141) [1316, 1163, 1550, 1205]
jewelry-buy-ad [1306, 1154, 1560, 1216]
jewelry-ad [1306, 1224, 1601, 1326]
serial-paragraph: Θὰ ἐφοβεῖτο ἐκεῖνος μήπως ἐμφανισθῇ τὸ παρελθὸν τῆς οἰκογενείας καὶ ἀποκαλυφθῇ τὸ μυστικὸν τὸ ὁποῖον τόσα ἔτη ἐφύλαττεν. [1306, 460, 1560, 500]
rent-ad: ΜΕΘΑΝΑ Ἐνοικιάζεται οἰκία «Ἀγγελοπούλου» ἐπιπλωμένη, παρὰ τὴν θάλασσαν. Πληροφορίαι παρὰ τῷ κ. Παπαδοπούλῳ. (180) [322, 1302, 610, 1350]
prytaneia-paragraph: καὶ ἐκδηλώσασα τὴν βαθεῖαν αὐτῆς λύπην ἐπὶ τῇ ἀπωλείᾳ τοῦ ἀγαθοῦ συναδέλφου καὶ διαπρεποῦς ἐπιστήμονος, ψηφίζει: [322, 524, 610, 564]
headline-argyros: Ο κ. ΑΡΓΥΡΟΣ ΕΙΣ ΠΕΡΙΟΔΕΙΑΝ [637, 398, 1035, 424]
article-paragraph: Καθὼς δύναται νὰ ἀντιληφθῇ τις, τὸ ζήτημα ἔχει ὡς ἑξῆς: τὰ ὑποδήματα τὰ ὁποῖα θὰ κατασκευασθοῦν θὰ εἶναι στερεὰ καὶ καλὰ καὶ θὰ πωλοῦνται εἰς τὰ καταστήματα ὑπὸ τὸν ἔλεγχον τῆς ἀστυνομίας. [1058, 597, 1296, 678]
serial-paragraph: — Ἐλπίζω νὰ μὲ ἀκούσητε, εἶπεν ἡ γηραιὰ κυρία μετὰ φωνῆς ἠπίας, εἶναι ἀνάγκη νὰ μάθητε τὴν ἀλήθειαν. [1306, 553, 1560, 594]
prytaneia-paragraph: Νὰ ἀναρτηθῇ μεσίστιος ἡ σημαία τοῦ Πανεπιστημίου, ἀργήσῃ δὲ κατὰ τὴν ἡμέραν τῆς κηδείας τὸ Πανεπιστήμιον εἰς ἔνδειξιν πένθους. [322, 571, 610, 611]
prytaneia-paragraph: Νὰ ἀπαγγελθῇ ἐπικήδειος λόγος ὑπὸ τοῦ Κοσμήτορος τῆς Νομικῆς Σχολῆς. [322, 651, 610, 678]
article-paragraph: Κατόπιν λαμβάνει τὸν λόγον ὁ κ. Ἀσημακόπουλος μέλος τῆς προσωρινῆς ἐπιτροπῆς ὅστις ἐξέθεσε τὰ πεπραγμένα αὐτῆς κατὰ τὸ πρῶτον ἔτος τῆς λειτουργίας. [842, 1131, 1050, 1199]
article-paragraph: Τὸ νομοσχέδιον θὰ πολεμήσῃ ἡ ἑτέρα μερὶς ἡ ζητοῦσα τὴν ἀναβολὴν τῆς ἐπιψηφίσεως αὐτοῦ. Ὑπάρχει δὲ καὶ τρίτη ἧς θὰ ἐπιδιώξῃ τὴν τροποποίησιν αὐτοῦ εἰς τὸ ζήτημα τῆς κατὰ στρέμμα ἀποζημιώσεως τῶν ἰδιοκτητῶν καὶ τῆς καταβολῆς αὐτῆς διὰ κτηματογράφων. [842, 513, 1050, 650]
serial-paragraph: — Κύριε, εἶπεν ὁ κ. δὲ Κερνὶς εὐγενῶς, ὅτι ἤθελε νὰ εἴπω δὲν εἶναι ἀπὸ ἐμὲ, δὲν τὸ γνωρίζω ἀκριβῶς. [1306, 647, 1560, 687]
news-banner: ΕΙΔΗΣΕΙΣ ΤΗΣ ΗΜΕΡΑΣ [622, 140, 1050, 234]
headline-koinonia: ΕΙΣ ΤΗΝ ΚΟΙΝΩΝΙΑΝ ΤΩΝ ΕΘΝΩΝ [634, 1744, 818, 1773]
dentist-address: 14 Ὁδὸς Πειραιῶς 14 — 5 π.μ. καὶ 4 — 8 μ.μ. [1319, 1411, 1547, 1439]
article-paragraph: Ἡ Συνέλευσις ἀπεφάσισεν ὁμοφώνως νὰ ὑποβάλῃ εἰς τὴν Κυβέρνησιν ὑπόμνημα διὰ τὰ ζητήματα: 1) Μεταφορὰ τῶν προϊόντων τῆς Ἑνώσεως. 2) Διαπαιδαγώγησις τοῦ ἀγροτικοῦ πληθυσμοῦ. 3) Ἵδρυσις σχολείων. 4) Ἐργασία ἐπὶ τῶν παρόχθιων κτημάτων. 5) Ἀκολουθήσεις συνδυασμοῦ. 6) Ὑποβολὴ πίνακος μελῶν. [842, 1205, 1050, 1341]
serial-paragraph: — Ἄς ἔλθῃ ὁ Βενδέας. Δὲν ἦτο καιρὸς πλέον νὰ σκέπτωνται. [1306, 840, 1560, 867]
article-paragraph: Τούτῳ ἀκολούθως ὁ κ. Παπαγεωργίου ἐπρότεινε τὴν ἐκλογὴν τῆς προσωρινῆς ἐπιτροπῆς ἡ ὁποία θὰ ἐργασθῇ μέχρι τῆς τακτικῆς συνεδριάσεως. [842, 1057, 1050, 1125]
prytaneia-name: ΔΗΜΗΤΡΙΟΥ ΘΕΟΦΑΝΟΠΟΥΛΟΥ [368, 505, 564, 518]
funeral-relatives: Ἡ σύζυγος Πολυξένη Θεοφανοπούλου. Οἱ ἀνεψιοί: Γεώργ. Ν. Πολυχρόνης, Κώνστ. Π. Βλαχάκης, Ἀθηνᾶ Π. Πολυχρόνη, Μαρία Ι. Πολιτάκη, Γεώργ. Κ. Ματσάκης, Μαρία Κ. Πολυχρόνη, Κωνστ. Χ. Καλλέγης. [322, 263, 610, 330]
serial-paragraph: Εἶχεν ἀναφανῆ. Θὰ ἠθέλατο ν' ἀναχωρήσῃ. Ἐν τοσούτῳ ἀπέμενε τὸν ἄλλον ἔργον. [1306, 427, 1560, 453]
headline-aporon: ΤΩΝ ΣΧΟΛΩΝ ΤΩΝ ΑΠΟΡΩΝ [848, 1445, 1044, 1460]
column-news [622, 140, 1050, 2235]
author-title: Πρῴην Βουλευτὴς Μεσσηνίας [91, 752, 261, 766]
sale-ad: ΠΩΛΕΙΤΑΙ οἰκία ἐν Νέῳ Κόσμῳ, ὁδὸς Ἀνδρέα Κόντου 17, ἐξ 4 δωματίων. Πληροφορίαι ἐπὶ τόπου. (169) [322, 1535, 610, 1583]
headline-sfodrotati: ΠΡΟΜΗΝΥΕΤΑΙ ΣΦΟΔΡΟΤΑΤΗ [659, 302, 1013, 392]
